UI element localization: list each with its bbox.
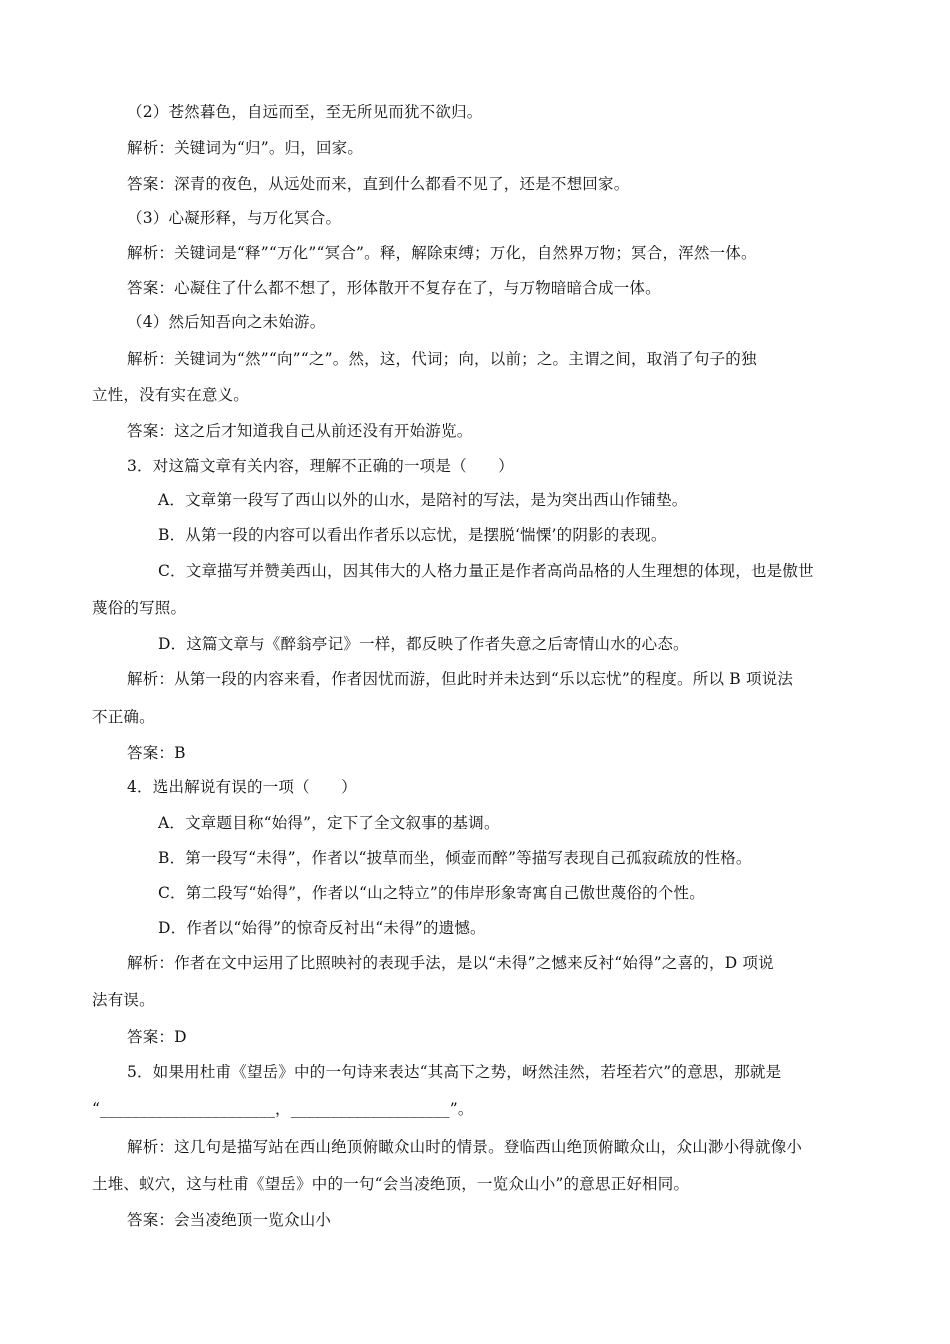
mcq-3-option-c-line-1: C．文章描写并赞美西山，因其伟大的人格力量正是作者高尚品格的人生理想的体现，也是傲世 [158,562,814,580]
question-3-sentence: （3）心凝形释，与万化冥合。 [127,209,342,227]
mcq-4-analysis-line-1: 解析：作者在文中运用了比照映衬的表现手法，是以“未得”之憾来反衬“始得”之喜的，D 项说 [127,954,774,972]
analysis-4-line-2: 立性，没有实在意义。 [92,386,250,404]
mcq-3-option-c-line-2: 蔑俗的写照。 [92,599,187,617]
fill-5-stem: 5．如果用杜甫《望岳》中的一句诗来表达“其高下之势，岈然洼然，若垤若穴”的意思，那就是 [127,1063,782,1081]
analysis-3: 解析：关键词是“释”“万化”“冥合”。释，解除束缚；万化，自然界万物；冥合，浑然一体。 [127,244,757,262]
analysis-2: 解析：关键词为“归”。归，回家。 [127,139,364,157]
mcq-3-option-b: B．从第一段的内容可以看出作者乐以忘忧，是摆脱‘惴慄’的阴影的表现。 [158,526,667,544]
answer-2: 答案：深青的夜色，从远处而来，直到什么都看不见了，还是不想回家。 [127,175,630,193]
answer-4: 答案：这之后才知道我自己从前还没有开始游览。 [127,422,473,440]
mcq-3-option-a: A．文章第一段写了西山以外的山水，是陪衬的写法，是为突出西山作铺垫。 [158,491,688,509]
fill-5-answer: 答案：会当凌绝顶一览众山小 [127,1211,332,1229]
mcq-3-analysis-line-1: 解析：从第一段的内容来看，作者因忧而游，但此时并未达到“乐以忘忧”的程度。所以 B 项说法 [127,670,794,688]
mcq-4-option-a: A．文章题目称“始得”，定下了全文叙事的基调。 [158,814,500,832]
mcq-4-stem: 4．选出解说有误的一项（ ） [127,778,357,796]
question-2-sentence: （2）苍然暮色，自远而至，至无所见而犹不欲归。 [127,103,483,121]
mcq-4-option-c: C．第二段写“始得”，作者以“山之特立”的伟岸形象寄寓自己傲世蔑俗的个性。 [158,884,705,902]
analysis-4-line-1: 解析：关键词为“然”“向”“之”。然，这，代词；向，以前；之。主谓之间，取消了句子的独 [127,350,757,368]
mcq-3-option-d: D．这篇文章与《醉翁亭记》一样，都反映了作者失意之后寄情山水的心态。 [158,635,689,653]
fill-5-analysis-line-2: 土堆、蚁穴，这与杜甫《望岳》中的一句“会当凌绝顶，一览众山小”的意思正好相同。 [92,1175,690,1193]
mcq-3-stem: 3．对这篇文章有关内容，理解不正确的一项是（ ） [127,457,514,475]
mcq-4-option-b: B．第一段写“未得”，作者以“披草而坐，倾壶而醉”等描写表现自己孤寂疏放的性格。 [158,849,752,867]
mcq-4-option-d: D．作者以“始得”的惊奇反衬出“未得”的遗憾。 [158,919,486,937]
mcq-4-analysis-line-2: 法有误。 [92,991,155,1009]
question-4-sentence: （4）然后知吾向之未始游。 [127,313,326,331]
fill-5-blanks: “______________________，____________________”。 [92,1100,474,1118]
mcq-3-analysis-line-2: 不正确。 [92,708,155,726]
mcq-3-answer: 答案：B [127,744,186,762]
answer-3: 答案：心凝住了什么都不想了，形体散开不复存在了，与万物暗暗合成一体。 [127,279,661,297]
mcq-4-answer: 答案：D [127,1028,187,1046]
fill-5-analysis-line-1: 解析：这几句是描写站在西山绝顶俯瞰众山时的情景。登临西山绝顶俯瞰众山，众山渺小得就像小 [127,1138,803,1156]
